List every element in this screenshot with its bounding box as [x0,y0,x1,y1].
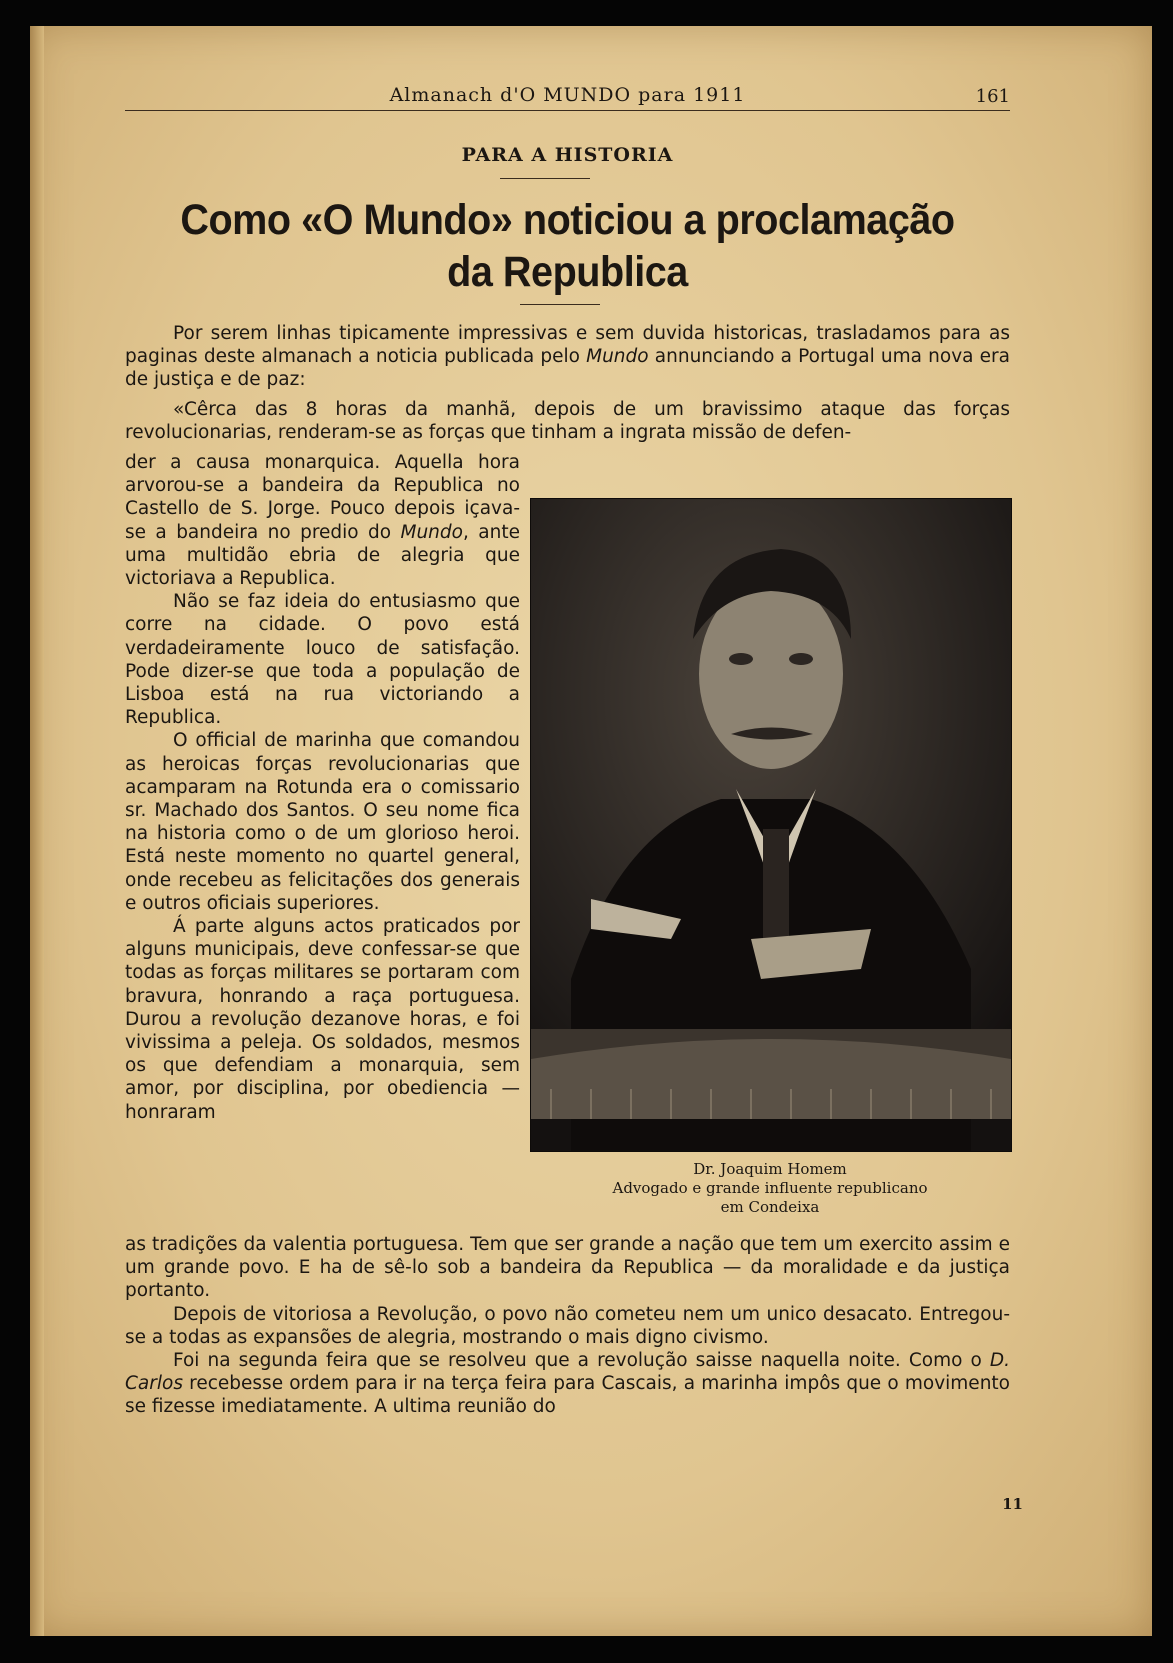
headline-line-1: Como «O Mundo» noticiou a proclamação [180,196,955,244]
article-continuation [125,1233,1010,1419]
article-paragraph: Á parte alguns actos praticados por alguns municipais, deve confessar-se que todas as forças militares se portaram com bravura, honrando a raça portuguesa. Durou a revolução dezanove horas, e foi vivissima a peleja. Os soldados, mesmos os que defendiam a monarquia, sem amor, por disciplina, por obediencia — honraram [125,916,520,1123]
divider [500,178,590,179]
article-headline [160,194,974,298]
article-paragraph [125,1349,1010,1419]
paragraph-text: der a causa monarquica. Aquella hora arvorou-se a bandeira da Republica no Castello de S. Jorge. Pouco depois içava-se a bandeira no predio do [125,452,520,543]
divider [520,304,600,305]
page-number: 161 [975,86,1010,107]
article-paragraph: O official de marinha que comandou as heroicas forças revolucionarias que acamparam na Rotunda era o comissario sr. Machado dos Santos. O seu nome fica na historia como o de um glorioso heroi. Está neste momento no quartel general, onde recebeu as felicitações dos generais e outros oficiais superiores. [125,730,520,914]
intro-paragraph [125,322,1010,392]
caption-role: Advogado e grande influente republicano [612,1179,928,1197]
article-paragraph: Depois de vitoriosa a Revolução, o povo não cometeu nem um unico desacato. Entregou-se a todas as expansões de alegria, mostrando o mais digno civismo. [125,1303,1010,1348]
intro-text-end: annunciando a Portugal uma nova era de justiça e de paz: [125,346,1010,391]
signature-mark: 11 [1002,1495,1023,1513]
paragraph-emphasis: Mundo [400,521,463,543]
photo-caption [530,1160,1010,1217]
article-paragraph [125,451,520,590]
portrait-photo [530,498,1012,1152]
article-column [125,451,520,1124]
caption-place: em Condeixa [720,1198,820,1216]
page-fold-shadow [30,26,44,1636]
intro-emphasis: Mundo [586,346,649,368]
article-paragraph: as tradições da valentia portuguesa. Tem que ser grande a nação que tem um exercito assim e um grande povo. E ha de sê-lo sob a bandeira da Republica — da moralidade e da justiça portanto. [125,1234,1010,1302]
paragraph-text: recebesse ordem para ir na terça feira para Cascais, a marinha impôs que o movimento se fizesse imediatamente. A ultima reunião do [125,1373,1010,1418]
section-title: PARA A HISTORIA [461,144,674,166]
caption-name: Dr. Joaquim Homem [693,1160,847,1178]
article-paragraph: «Cêrca das 8 horas da manhã, depois de um bravissimo ataque das forças revolucionarias, renderam-se as forças que tinham a ingrata missão de defen- [125,398,1010,443]
paragraph-text: , ante uma multidão ebria de alegria que victoriava a Republica. [125,521,520,590]
headline-line-2: da Republica [447,248,688,296]
page-header [125,70,1010,111]
paragraph-text: Foi na segunda feira que se resolveu que a revolução saisse naquella noite. Como o [173,1350,990,1372]
article-intro [125,322,1010,444]
article-paragraph: Não se faz ideia do entusiasmo que corre na cidade. O povo está verdadeiramente louco de satisfação. Pode dizer-se que toda a população de Lisboa está na rua victoriando a Republica. [125,591,520,729]
intro-text: Por serem linhas tipicamente impressivas e sem duvida historicas, trasladamos para as paginas deste almanach a noticia publicada pelo [125,323,1010,368]
paragraph-emphasis: D. Carlos [125,1350,1010,1395]
running-head: Almanach d'O MUNDO para 1911 [389,84,746,106]
